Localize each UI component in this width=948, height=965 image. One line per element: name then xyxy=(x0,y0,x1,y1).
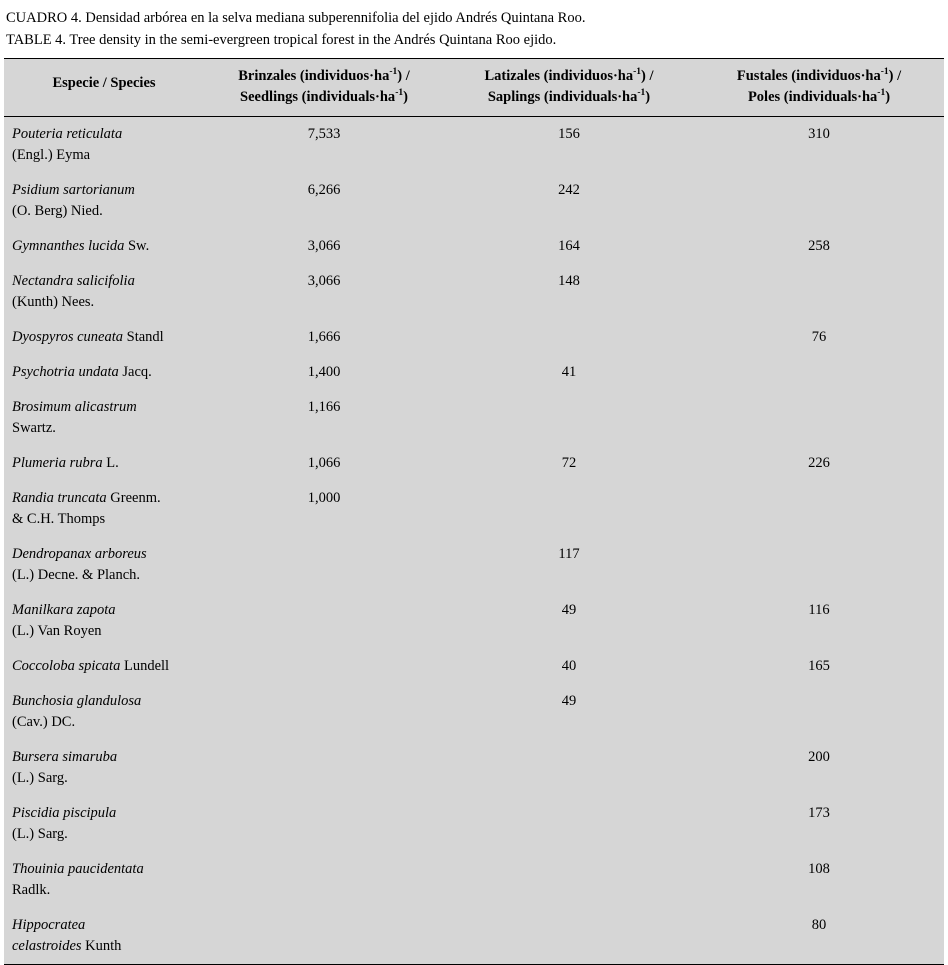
cell-saplings: 156 xyxy=(558,125,580,142)
cell-species xyxy=(4,355,204,390)
column-header-saplings-line1: Latizales $(individuos\cdot ha^{-1})$ / xyxy=(484,66,654,84)
table-row xyxy=(4,390,944,446)
species-scientific-name: Psychotria undata xyxy=(12,363,119,380)
cell-species xyxy=(4,173,204,229)
cell-saplings xyxy=(444,740,694,796)
species-authority: Lundell xyxy=(120,657,170,674)
table-row xyxy=(4,852,944,908)
species-scientific-name: Gymnanthes lucida xyxy=(12,237,125,254)
species-authority-cont: (L.) Van Royen xyxy=(12,622,102,639)
cell-poles: 116 xyxy=(808,601,830,618)
table-row xyxy=(4,684,944,740)
species-authority: Standl xyxy=(123,328,164,345)
cell-species xyxy=(4,684,204,740)
species-authority-cont: Kunth xyxy=(81,937,122,954)
species-authority-cont: (Kunth) Nees. xyxy=(12,293,95,310)
caption-english: TABLE 4. Tree density in the semi-evergreen tropical forest in the Andrés Quintana Roo ejido. xyxy=(6,31,557,48)
cell-saplings: 41 xyxy=(561,363,577,380)
species-scientific-name: Pouteria reticulata xyxy=(12,125,123,142)
cell-saplings: 40 xyxy=(561,657,577,674)
cell-poles xyxy=(694,264,944,320)
column-header-poles-line1: Fustales $(individuos\cdot ha^{-1})$ / xyxy=(736,66,902,84)
table-row xyxy=(4,481,944,537)
cell-saplings: 117 xyxy=(558,545,580,562)
cell-seedlings: 1,166 xyxy=(307,398,341,415)
cell-species xyxy=(4,537,204,593)
species-scientific-name: Piscidia piscipula xyxy=(12,804,117,821)
cell-species xyxy=(4,264,204,320)
table-row xyxy=(4,796,944,852)
cell-seedlings: 6,266 xyxy=(307,181,341,198)
cell-saplings: 49 xyxy=(561,601,577,618)
table-body xyxy=(4,116,944,964)
species-authority: Sw. xyxy=(124,237,150,254)
species-scientific-name-cont: celastroides xyxy=(12,937,82,954)
cell-seedlings: 1,000 xyxy=(307,489,341,506)
column-header-poles xyxy=(694,59,944,117)
cell-species xyxy=(4,116,204,173)
cell-saplings xyxy=(444,852,694,908)
species-authority-cont: (O. Berg) Nied. xyxy=(12,202,103,219)
density-table-container xyxy=(4,58,944,965)
cell-seedlings xyxy=(204,796,444,852)
column-header-saplings xyxy=(444,59,694,117)
column-header-species-line1: Especie / Species xyxy=(52,74,156,91)
species-authority: Jacq. xyxy=(118,363,152,380)
cell-seedlings: 1,400 xyxy=(307,363,341,380)
cell-poles: 226 xyxy=(808,454,830,471)
table-row xyxy=(4,173,944,229)
cell-poles xyxy=(694,355,944,390)
cell-species xyxy=(4,852,204,908)
species-scientific-name: Thouinia paucidentata xyxy=(12,860,144,877)
cell-poles: 258 xyxy=(808,237,830,254)
table-row xyxy=(4,229,944,264)
column-header-seedlings-line1: Brinzales $(individuos\cdot ha^{-1})$ / xyxy=(238,66,410,84)
cell-species xyxy=(4,446,204,481)
cell-species xyxy=(4,740,204,796)
cell-species xyxy=(4,320,204,355)
species-authority-cont: (L.) Sarg. xyxy=(12,769,68,786)
species-scientific-name: Bunchosia glandulosa xyxy=(12,692,142,709)
species-authority-cont: & C.H. Thomps xyxy=(12,510,106,527)
cell-poles: 310 xyxy=(808,125,830,142)
species-scientific-name: Plumeria rubra xyxy=(12,454,103,471)
density-table xyxy=(4,59,944,964)
caption-spanish: CUADRO 4. Densidad arbórea en la selva mediana subperennifolia del ejido Andrés Quintana Roo. xyxy=(6,10,586,26)
cell-seedlings xyxy=(204,537,444,593)
table-row xyxy=(4,649,944,684)
cell-saplings xyxy=(444,390,694,446)
species-scientific-name: Manilkara zapota xyxy=(12,601,116,618)
table-header xyxy=(4,59,944,117)
cell-saplings: 72 xyxy=(561,454,577,471)
species-scientific-name: Brosimum alicastrum xyxy=(12,398,137,415)
cell-species xyxy=(4,593,204,649)
column-header-seedlings-line2: Seedlings $(individuals\cdot ha^{-1})$ xyxy=(240,87,408,105)
species-scientific-name: Bursera simaruba xyxy=(12,748,118,765)
table-row xyxy=(4,355,944,390)
species-scientific-name: Dyospyros cuneata xyxy=(12,328,124,345)
cell-poles xyxy=(694,684,944,740)
cell-seedlings xyxy=(204,740,444,796)
cell-saplings xyxy=(444,908,694,964)
table-row xyxy=(4,320,944,355)
header-row xyxy=(4,59,944,117)
cell-poles xyxy=(694,481,944,537)
cell-saplings xyxy=(444,796,694,852)
cell-seedlings: 3,066 xyxy=(307,237,341,254)
species-authority-cont: Radlk. xyxy=(12,881,51,898)
table-row xyxy=(4,593,944,649)
column-header-poles-line2: Poles $(individuals\cdot ha^{-1})$ xyxy=(747,87,891,105)
table-row xyxy=(4,740,944,796)
cell-poles xyxy=(694,173,944,229)
cell-poles: 76 xyxy=(811,328,827,345)
species-authority-cont: (Engl.) Eyma xyxy=(12,146,91,163)
cell-poles: 108 xyxy=(808,860,830,877)
cell-poles: 80 xyxy=(811,916,827,933)
cell-poles xyxy=(694,537,944,593)
cell-species xyxy=(4,390,204,446)
cell-species xyxy=(4,481,204,537)
cell-poles: 173 xyxy=(808,804,830,821)
cell-seedlings: 3,066 xyxy=(307,272,341,289)
column-header-saplings-line2: Saplings $(individuals\cdot ha^{-1})$ xyxy=(487,87,651,105)
cell-saplings: 49 xyxy=(561,692,577,709)
cell-species xyxy=(4,908,204,964)
cell-seedlings: 1,666 xyxy=(307,328,341,345)
table-row xyxy=(4,116,944,173)
column-header-seedlings xyxy=(204,59,444,117)
species-authority: Greenm. xyxy=(106,489,161,506)
cell-seedlings xyxy=(204,593,444,649)
table-row xyxy=(4,908,944,964)
cell-poles: 165 xyxy=(808,657,830,674)
cell-seedlings xyxy=(204,684,444,740)
species-scientific-name: Coccoloba spicata xyxy=(12,657,121,674)
column-header-species xyxy=(4,59,204,117)
species-authority-cont: (L.) Decne. & Planch. xyxy=(12,566,141,583)
cell-species xyxy=(4,796,204,852)
table-caption xyxy=(0,0,948,52)
cell-saplings: 148 xyxy=(558,272,580,289)
cell-seedlings xyxy=(204,649,444,684)
cell-species xyxy=(4,229,204,264)
species-authority-cont: Swartz. xyxy=(12,419,56,436)
species-scientific-name: Nectandra salicifolia xyxy=(12,272,135,289)
cell-saplings: 242 xyxy=(558,181,580,198)
table-row xyxy=(4,446,944,481)
species-authority-cont: (L.) Sarg. xyxy=(12,825,68,842)
cell-poles xyxy=(694,390,944,446)
species-scientific-name: Hippocratea xyxy=(12,916,86,933)
species-authority-cont: (Cav.) DC. xyxy=(12,713,76,730)
cell-saplings xyxy=(444,320,694,355)
species-scientific-name: Dendropanax arboreus xyxy=(12,545,147,562)
cell-poles: 200 xyxy=(808,748,830,765)
table-row xyxy=(4,264,944,320)
cell-seedlings xyxy=(204,852,444,908)
cell-seedlings xyxy=(204,908,444,964)
cell-seedlings: 1,066 xyxy=(307,454,341,471)
table-row xyxy=(4,537,944,593)
species-scientific-name: Psidium sartorianum xyxy=(12,181,135,198)
cell-saplings: 164 xyxy=(558,237,580,254)
cell-species xyxy=(4,649,204,684)
species-scientific-name: Randia truncata xyxy=(12,489,107,506)
species-authority: L. xyxy=(102,454,119,471)
cell-saplings xyxy=(444,481,694,537)
cell-seedlings: 7,533 xyxy=(307,125,341,142)
